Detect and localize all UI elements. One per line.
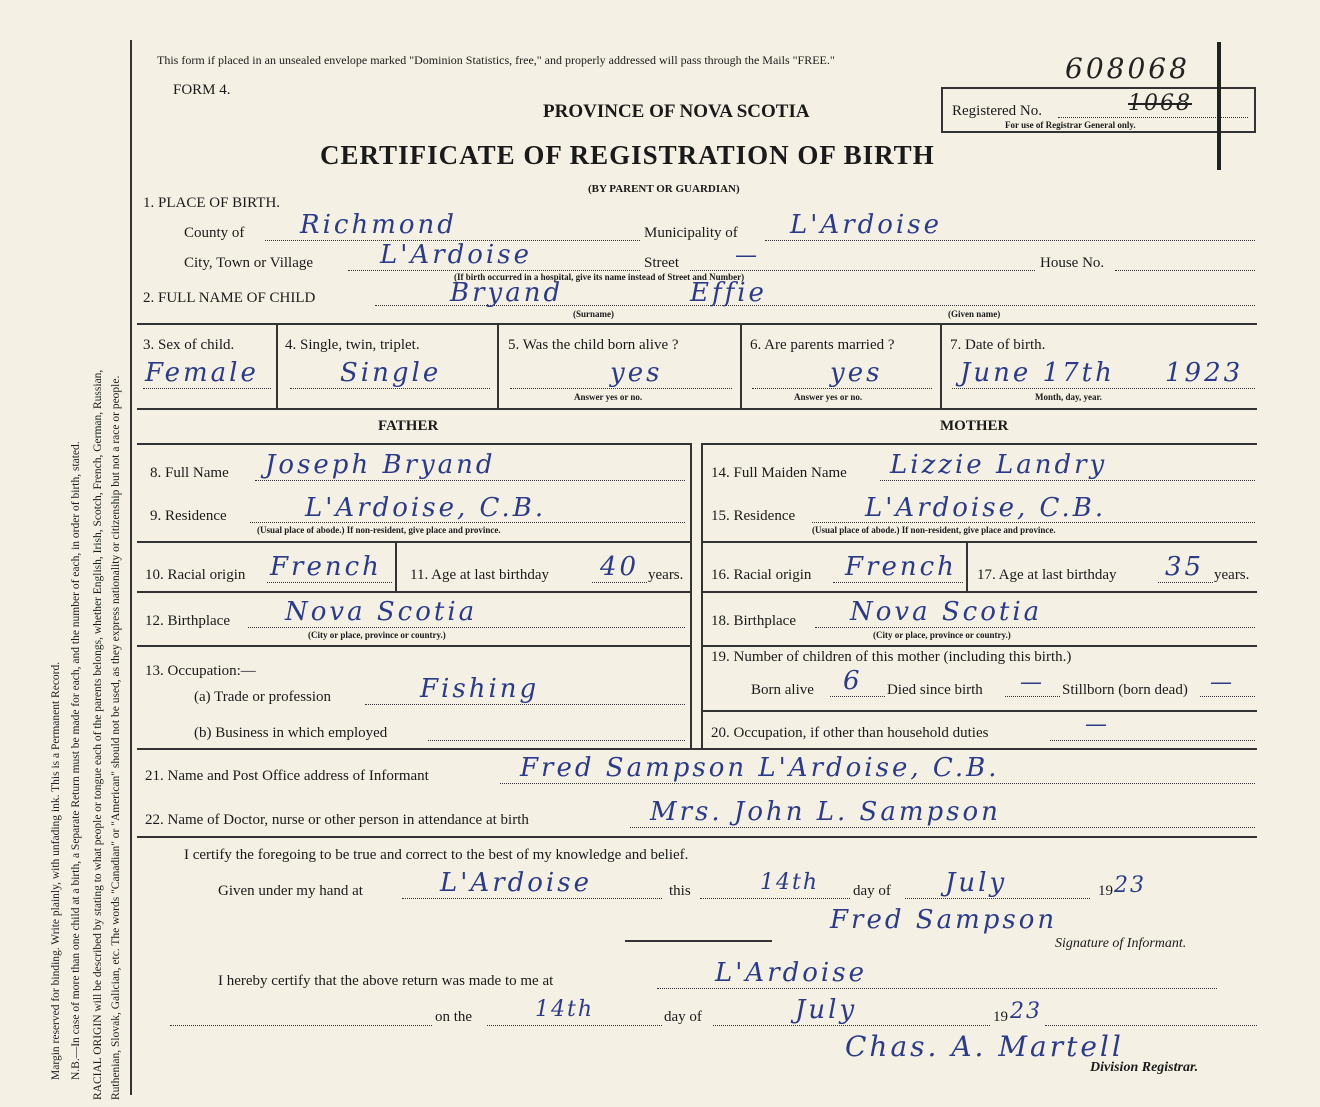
mother-name-value: Lizzie Landry [890,450,1108,480]
place-label: 1. PLACE OF BIRTH. [143,195,281,211]
certify-year-value: 23 [1114,873,1146,898]
registered-label: Registered No. [952,103,1042,119]
doctor-value: Mrs. John L. Sampson [650,797,1001,827]
registrar-month-value: July [795,995,858,1025]
father-age-label: 11. Age at last birthday [410,567,549,583]
father-racial-value: French [270,552,382,582]
on-the-label: on the [435,1009,473,1025]
single-value: Single [340,358,442,388]
business-label: (b) Business in which employed [194,725,388,741]
margin-rule [130,40,132,1095]
city-value: L'Ardoise [380,240,532,270]
given-place-value: L'Ardoise [440,868,592,898]
reg-handwritten: 608068 [1065,52,1190,85]
informant-label: 21. Name and Post Office address of Informant [145,768,429,784]
stillborn-label: Stillborn (born dead) [1062,682,1188,698]
mother-racial-value: French [845,552,957,582]
informant-signature: Fred Sampson [830,905,1058,935]
hospital-note: (If birth occurred in a hospital, give its name instead of Street and Number) [454,272,745,282]
single-label: 4. Single, twin, triplet. [285,337,420,353]
certify-day-value: 14th [760,870,820,895]
mother-residence-note: (Usual place of abode.) If non-resident, give place and province. [812,525,1056,535]
mother-age-label: 17. Age at last birthday [977,567,1117,583]
mother-years: years. [1214,567,1250,583]
province-title: PROVINCE OF NOVA SCOTIA [543,101,810,122]
year-value: 1923 [1165,358,1244,388]
father-residence-label: 9. Residence [150,508,227,524]
died-label: Died since birth [887,682,983,698]
married-note: Answer yes or no. [794,392,863,402]
signature-informant-label: Signature of Informant. [1055,936,1187,951]
mother-birthplace-label: 18. Birthplace [711,613,796,629]
mother-occupation-value: — [1085,712,1109,737]
page-title: CERTIFICATE OF REGISTRATION OF BIRTH [320,140,935,170]
given-value: Effie [690,278,767,308]
house-label: House No. [1040,255,1105,271]
father-name-label: 8. Full Name [150,465,229,481]
certify-statement: I certify the foregoing to be true and correct to the best of my knowledge and belief. [184,847,689,863]
mother-occupation-label: 20. Occupation, if other than household duties [711,725,989,741]
division-registrar-label: Division Registrar. [1090,1060,1199,1075]
registrar-year-value: 23 [1010,999,1042,1024]
children-label: 19. Number of children of this mother (including this birth.) [711,649,1072,665]
municipality-label: Municipality of [644,225,738,241]
registrar-year-prefix: 19 [993,1009,1008,1025]
father-birthplace-label: 12. Birthplace [145,613,230,629]
day-of-label: day of [853,883,891,899]
given-note: (Given name) [948,309,1001,319]
father-age-value: 40 [600,552,640,582]
street-value: — [735,243,759,268]
mother-age-value: 35 [1165,552,1205,582]
father-name-value: Joseph Bryand [265,450,496,480]
mother-birthplace-note: (City or place, province or country.) [873,630,1011,640]
child-name-label: 2. FULL NAME OF CHILD [143,290,316,306]
date-note: Month, day, year. [1035,392,1102,402]
registrar-signature: Chas. A. Martell [845,1030,1124,1063]
mother-birthplace-value: Nova Scotia [850,597,1043,627]
given-under-label: Given under my hand at [218,883,363,899]
registrar-note: For use of Registrar General only. [1005,120,1136,130]
registered-value: 1068 [1128,91,1192,116]
margin-note-2: N.B.—In case of more than one child at a birth, a Separate Return must be made for each, and the number of each, in order of birth, stated. [70,441,82,1080]
alive-note: Answer yes or no. [574,392,643,402]
county-label: County of [184,225,245,241]
mail-notice: This form if placed in an unsealed envelope marked "Dominion Statistics, free," and properly addressed will pass through the Mails "FREE." [157,53,835,67]
this-label: this [669,883,691,899]
margin-note-1: Margin reserved for binding. Write plainly, with unfading ink. This is a Permanent Record. [50,661,62,1080]
certify-month-value: July [945,868,1008,898]
county-value: Richmond [300,210,457,240]
city-label: City, Town or Village [184,255,314,271]
mother-residence-label: 15. Residence [711,508,796,524]
father-years: years. [648,567,684,583]
stillborn-value: — [1210,670,1234,695]
mother-heading: MOTHER [940,418,1009,434]
registrar-statement: I hereby certify that the above return was made to me at [218,973,554,989]
ink-mark [1217,42,1221,170]
father-birthplace-value: Nova Scotia [285,597,478,627]
born-alive-label: Born alive [751,682,814,698]
date-label: 7. Date of birth. [950,337,1046,353]
date-value: June 17th [960,358,1115,388]
surname-value: Bryand [450,278,564,308]
married-value: yes [830,358,883,388]
mother-name-label: 14. Full Maiden Name [711,465,847,481]
registrar-day-value: 14th [535,997,595,1022]
street-label: Street [644,255,679,271]
father-residence-value: L'Ardoise, C.B. [305,493,547,523]
mother-racial-label: 16. Racial origin [711,567,812,583]
father-birthplace-note: (City or place, province or country.) [308,630,446,640]
mother-residence-value: L'Ardoise, C.B. [865,493,1107,523]
form-number: FORM 4. [173,82,231,98]
registrar-day-of-label: day of [664,1009,702,1025]
occupation-label: 13. Occupation:— [145,663,256,679]
subtitle: (BY PARENT OR GUARDIAN) [588,183,740,195]
doctor-label: 22. Name of Doctor, nurse or other person in attendance at birth [145,812,529,828]
died-value: — [1020,670,1044,695]
alive-value: yes [610,358,663,388]
sex-value: Female [145,358,259,388]
born-alive-value: 6 [843,666,863,696]
father-residence-note: (Usual place of abode.) If non-resident, give place and province. [257,525,501,535]
father-racial-label: 10. Racial origin [145,567,246,583]
father-heading: FATHER [378,418,439,434]
sex-label: 3. Sex of child. [143,337,235,353]
registrar-place-value: L'Ardoise [715,958,867,988]
trade-label: (a) Trade or profession [194,689,332,705]
municipality-value: L'Ardoise [790,210,942,240]
registered-box [941,87,1256,133]
alive-label: 5. Was the child born alive ? [508,337,679,353]
trade-value: Fishing [420,674,540,704]
surname-note: (Surname) [573,309,614,319]
margin-note-4: Ruthenian, Slovak, Galician, etc. The words "Canadian" or "American" should not be used, as they express nationality or citizenship but not a race or people. [110,375,122,1100]
margin-note-3: RACIAL ORIGIN will be described by stating to what people or tongue each of the parents belongs, whether English, Irish, Scotch, French, German, Russian, [92,369,104,1100]
certify-year-prefix: 19 [1098,883,1113,899]
married-label: 6. Are parents married ? [750,337,895,353]
informant-value: Fred Sampson L'Ardoise, C.B. [520,753,1000,783]
